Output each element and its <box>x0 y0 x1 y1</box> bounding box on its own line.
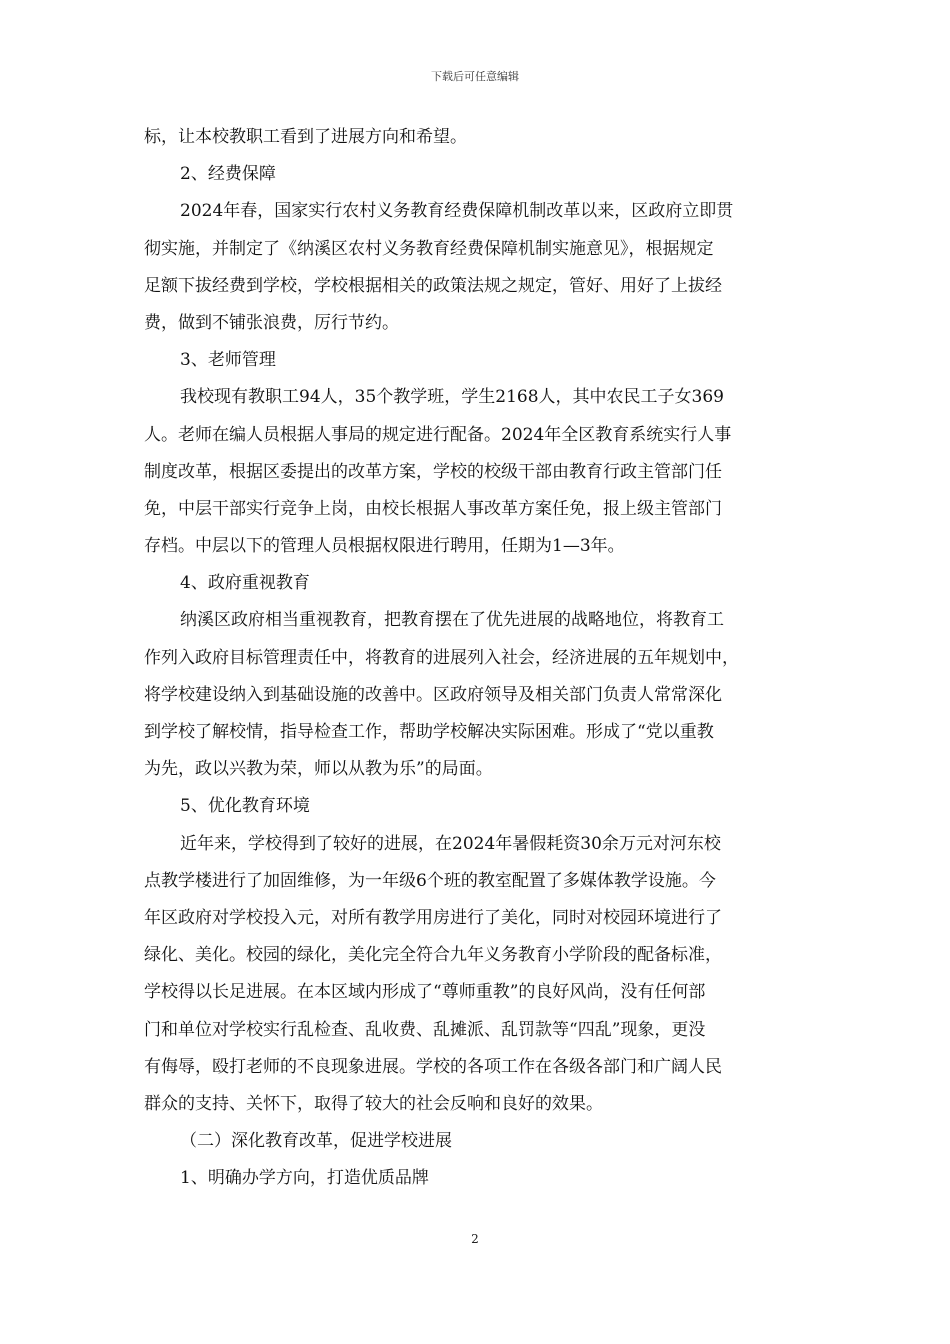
text-line: 绿化、美化。校园的绿化，美化完全符合九年义务教育小学阶段的配备标准， <box>144 945 722 966</box>
text-line: 存档。中层以下的管理人员根据权限进行聘用，任期为1—3年。 <box>144 536 625 557</box>
text-line: 年区政府对学校投入元，对所有教学用房进行了美化，同时对校园环境进行了 <box>144 907 722 928</box>
text-line: 足额下拔经费到学校，学校根据相关的政策法规之规定，管好、用好了上拔经 <box>144 275 722 296</box>
page-header: 下载后可任意编辑 <box>431 70 519 83</box>
text-line: 学校得以长足进展。在本区域内形成了“尊师重教”的良好风尚，没有任何部 <box>144 982 706 1003</box>
text-line: 纳溪区政府相当重视教育，把教育摆在了优先进展的战略地位，将教育工 <box>180 610 724 631</box>
text-line: 有侮辱，殴打老师的不良现象进展。学校的各项工作在各级各部门和广阔人民 <box>144 1056 722 1077</box>
text-line: 2、经费保障 <box>180 164 276 185</box>
text-line: 免，中层干部实行竞争上岗，由校长根据人事改革方案任免，报上级主管部门 <box>144 498 722 519</box>
text-line: 标，让本校教职工看到了进展方向和希望。 <box>144 127 467 147</box>
text-line: 我校现有教职工94人，35个教学班，学生2168人，其中农民工子女369 <box>180 387 724 408</box>
page-number: 2 <box>471 1232 479 1246</box>
text-line: 到学校了解校情，指导检查工作，帮助学校解决实际困难。形成了“党以重教 <box>144 722 714 742</box>
text-line: 门和单位对学校实行乱检查、乱收费、乱摊派、乱罚款等“四乱”现象，更没 <box>144 1019 706 1040</box>
text-line: 点教学楼进行了加固维修，为一年级6个班的教室配置了多媒体教学设施。今 <box>144 870 716 891</box>
text-line: 费，做到不铺张浪费，厉行节约。 <box>144 312 399 333</box>
text-line: 群众的支持、关怀下，取得了较大的社会反响和良好的效果。 <box>144 1093 603 1114</box>
document-body <box>144 119 808 1197</box>
text-line: 人。老师在编人员根据人事局的规定进行配备。2024年全区教育系统实行人事 <box>144 424 732 445</box>
text-line: （二）深化教育改革，促进学校进展 <box>180 1131 452 1152</box>
text-line: 4、政府重视教育 <box>180 573 310 594</box>
text-line: 制度改革，根据区委提出的改革方案，学校的校级干部由教育行政主管部门任 <box>144 461 722 482</box>
text-line: 近年来，学校得到了较好的进展，在2024年暑假耗资30余万元对河东校 <box>180 833 721 854</box>
text-line: 彻实施，并制定了《纳溪区农村义务教育经费保障机制实施意见》，根据规定 <box>144 238 714 259</box>
text-line: 作列入政府目标管理责任中，将教育的进展列入社会，经济进展的五年规划中， <box>144 647 739 668</box>
text-line: 5、优化教育环境 <box>180 796 310 817</box>
text-line: 为先，政以兴教为荣，师以从教为乐”的局面。 <box>144 759 493 780</box>
text-line: 2024年春，国家实行农村义务教育经费保障机制改革以来，区政府立即贯 <box>180 201 734 222</box>
text-line: 3、老师管理 <box>180 350 276 371</box>
text-line: 1、明确办学方向，打造优质品牌 <box>180 1168 429 1189</box>
text-line: 将学校建设纳入到基础设施的改善中。区政府领导及相关部门负责人常常深化 <box>144 684 722 705</box>
